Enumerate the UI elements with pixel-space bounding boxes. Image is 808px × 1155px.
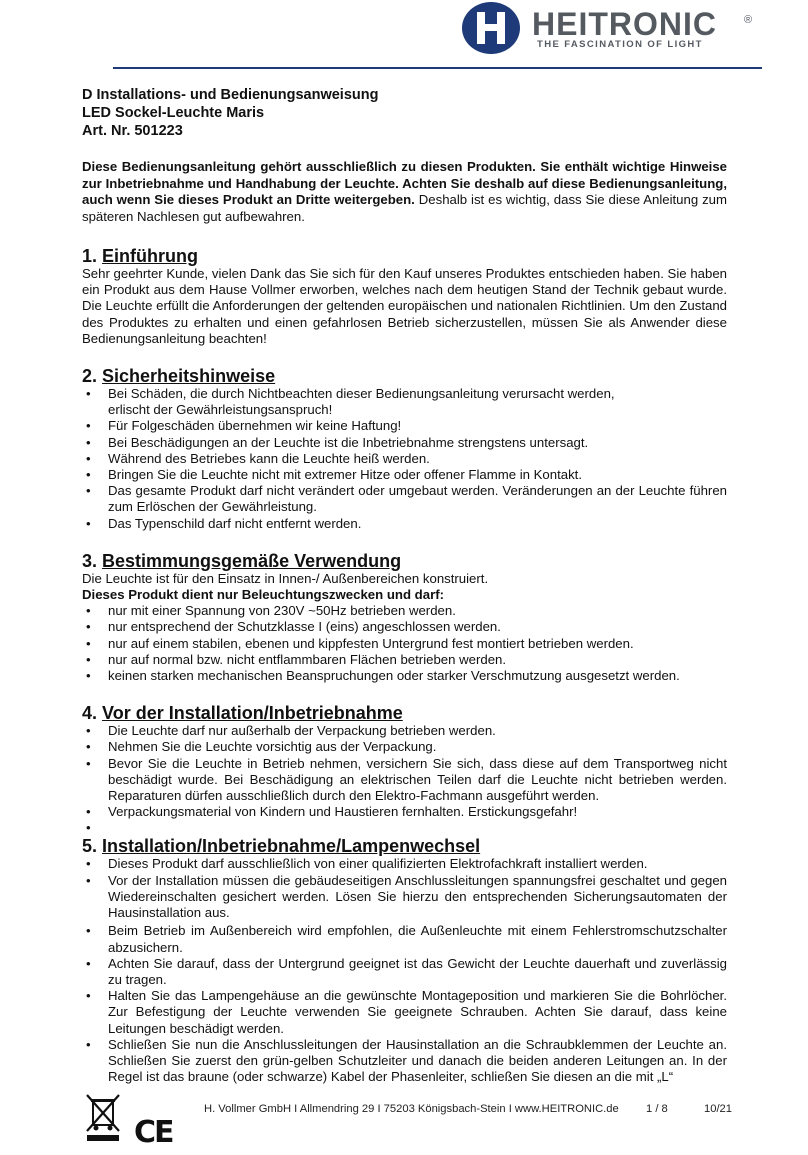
list-item: • nur auf normal bzw. nicht entflammbaren Flächen betrieben werden. — [82, 652, 727, 668]
section-number: 2. — [82, 366, 98, 387]
company-address: H. Vollmer GmbH I Allmendring 29 I 75203 Königsbach-Stein I www.HEITRONIC.de — [204, 1103, 619, 1115]
installation-list — [82, 856, 727, 1085]
list-item: • nur entsprechend der Schutzklasse I (eins) angeschlossen werden. — [82, 619, 727, 635]
list-item: • Beim Betrieb im Außenbereich wird empfohlen, die Außenleuchte mit einem Fehlerstromschutzschalter abzusichern. — [82, 923, 727, 955]
list-item: • Vor der Installation müssen die gebäudeseitigen Anschlussleitungen spannungsfrei geschaltet und gegen Wiedereinschalten gesichert werden. Lösen Sie hierzu den entsprechenden Sicherungsautomaten der Hausinstallation aus. — [82, 873, 727, 922]
list-item: • Das Typenschild darf nicht entfernt werden. — [82, 516, 727, 532]
section-title: Einführung — [102, 246, 199, 266]
section-3-bold-text: Dieses Produkt dient nur Beleuchtungszwecken und darf: — [82, 587, 444, 603]
weee-crossed-bin-icon — [84, 1093, 122, 1143]
list-item: • Bei Beschädigungen an der Leuchte ist die Inbetriebnahme strengstens untersagt. — [82, 435, 727, 451]
heitronic-h-emblem-icon — [462, 2, 520, 54]
ce-mark: CE — [134, 1115, 173, 1150]
brand-tagline: THE FASCINATION OF LIGHT — [537, 39, 703, 50]
doc-title-line-2: LED Sockel-Leuchte Maris — [82, 105, 265, 121]
section-number: 1. — [82, 246, 98, 266]
list-item-line: erlischt der Gewährleistungsanspruch! — [108, 402, 333, 418]
doc-title-line-3: Art. Nr. 501223 — [82, 123, 183, 139]
list-item: • Bringen Sie die Leuchte nicht mit extremer Hitze oder offener Flamme in Kontakt. — [82, 467, 727, 483]
list-item-empty — [82, 820, 727, 836]
list-item: • Schließen Sie nun die Anschlussleitungen der Hausinstallation an die Schraubklemmen der Leuchte an. Schließen Sie zuerst den grün-gelben Schutzleiter und danach die beiden anderen Leitungen an. In der Regel ist das braune (oder schwarze) Kabel der Phasenleiter, schließen Sie diesen an die mit „L“ — [82, 1037, 727, 1086]
registered-mark: ® — [744, 14, 753, 26]
section-title: Vor der Installation/Inbetriebnahme — [102, 703, 403, 724]
list-item: • Verpackungsmaterial von Kindern und Haustieren fernhalten. Erstickungsgefahr! — [82, 804, 727, 820]
list-item — [82, 386, 727, 418]
section-1-text: Sehr geehrter Kunde, vielen Dank das Sie sich für den Kauf unseres Produktes entschieden haben. Sie haben ein Produkt aus dem Hause Vollmer erworben, welches nach dem heutigen Stand der Technik gebaut wurde. Die Leuchte erfüllt die Anforderungen der geltenden europäischen und nationalen Richtlinien. Um den Zustand des Produktes zu erhalten und einen gefahrlosen Betrieb sicherzustellen, müssen Sie als Anwender diese Bedienungsanleitung beachten! — [82, 266, 727, 346]
list-item: • Bevor Sie die Leuchte in Betrieb nehmen, versichern Sie sich, dass diese auf dem Transportweg nicht beschädigt wurde. Bei Beschädigung an elektrischen Teilen darf die Leuchte nicht betrieben werden. Reparaturen dürfen ausschließlich durch den Elektro-Fachmann ausgeführt werden. — [82, 756, 727, 805]
list-item: • Die Leuchte darf nur außerhalb der Verpackung betrieben werden. — [82, 723, 727, 739]
section-number: 3. — [82, 550, 98, 571]
intro-bold-text: Diese Bedienungsanleitung gehört ausschließlich zu diesen Produkten. Sie enthält wichtige Hinweise zur Inbetriebnahme und Handhabung der Leuchte. Achten Sie deshalb auf diese Bedienungsanleitung, auch wenn Sie dieses Produkt an Dritte weitergeben. — [82, 159, 727, 207]
section-heading-5 — [82, 836, 727, 856]
brand-logo — [462, 0, 762, 60]
list-item: • nur auf einem stabilen, ebenen und kippfesten Untergrund fest montiert betrieben werden. — [82, 636, 727, 652]
revision-date: 10/21 — [704, 1103, 732, 1115]
section-title: Installation/Inbetriebnahme/Lampenwechsel — [102, 836, 481, 857]
list-item: • keinen starken mechanischen Beanspruchungen oder starker Verschmutzung ausgesetzt werden. — [82, 668, 727, 684]
doc-title-line-1: D Installations- und Bedienungsanweisung — [82, 87, 379, 103]
section-3-text: Die Leuchte ist für den Einsatz in Innen-/ Außenbereichen konstruiert. — [82, 570, 489, 586]
usage-list — [82, 603, 727, 684]
list-item: • Nehmen Sie die Leuchte vorsichtig aus der Verpackung. — [82, 739, 727, 755]
list-item: • Während des Betriebes kann die Leuchte heiß werden. — [82, 451, 727, 467]
section-heading-2 — [82, 366, 727, 386]
intro-normal-text: Deshalb ist es wichtig, dass Sie diese Anleitung zum späteren Nachlesen gut aufbewahren. — [82, 192, 727, 224]
list-item: • Achten Sie darauf, dass der Untergrund geeignet ist das Gewicht der Leuchte dauerhaft und zuverlässig zu tragen. — [82, 956, 727, 988]
section-number: 5. — [82, 836, 98, 857]
page-footer — [84, 1093, 764, 1153]
safety-list — [82, 386, 727, 532]
section-title: Bestimmungsgemäße Verwendung — [102, 550, 402, 571]
header-divider — [113, 67, 762, 69]
list-item: • Dieses Produkt darf ausschließlich von einer qualifizierten Elektrofachkraft installiert werden. — [82, 856, 727, 872]
list-item: • nur mit einer Spannung von 230V ~50Hz betrieben werden. — [82, 603, 727, 619]
section-number: 4. — [82, 703, 98, 724]
list-item: • Halten Sie das Lampengehäuse an die gewünschte Montageposition und markieren Sie die Bohrlöcher. Zur Befestigung der Leuchte verwenden Sie geeignete Schrauben. Achten Sie darauf, dass keine Leitungen beschädigt werden. — [82, 988, 727, 1037]
section-heading-3 — [82, 551, 727, 571]
section-heading-1 — [82, 246, 727, 266]
brand-name: HEITRONIC — [532, 6, 717, 42]
section-heading-4 — [82, 703, 727, 723]
section-title: Sicherheitshinweise — [102, 366, 276, 387]
document-body — [82, 86, 727, 1085]
intro-paragraph — [82, 159, 727, 225]
list-item-line: • Bei Schäden, die durch Nichtbeachten dieser Bedienungsanleitung verursacht werden, — [108, 386, 615, 402]
list-item: • Für Folgeschäden übernehmen wir keine Haftung! — [82, 418, 727, 434]
pre-install-list — [82, 723, 727, 836]
page-number: 1 / 8 — [646, 1103, 668, 1115]
list-item: • Das gesamte Produkt darf nicht verändert oder umgebaut werden. Veränderungen an der Leuchte führen zum Erlöschen der Gewährleistung. — [82, 483, 727, 515]
